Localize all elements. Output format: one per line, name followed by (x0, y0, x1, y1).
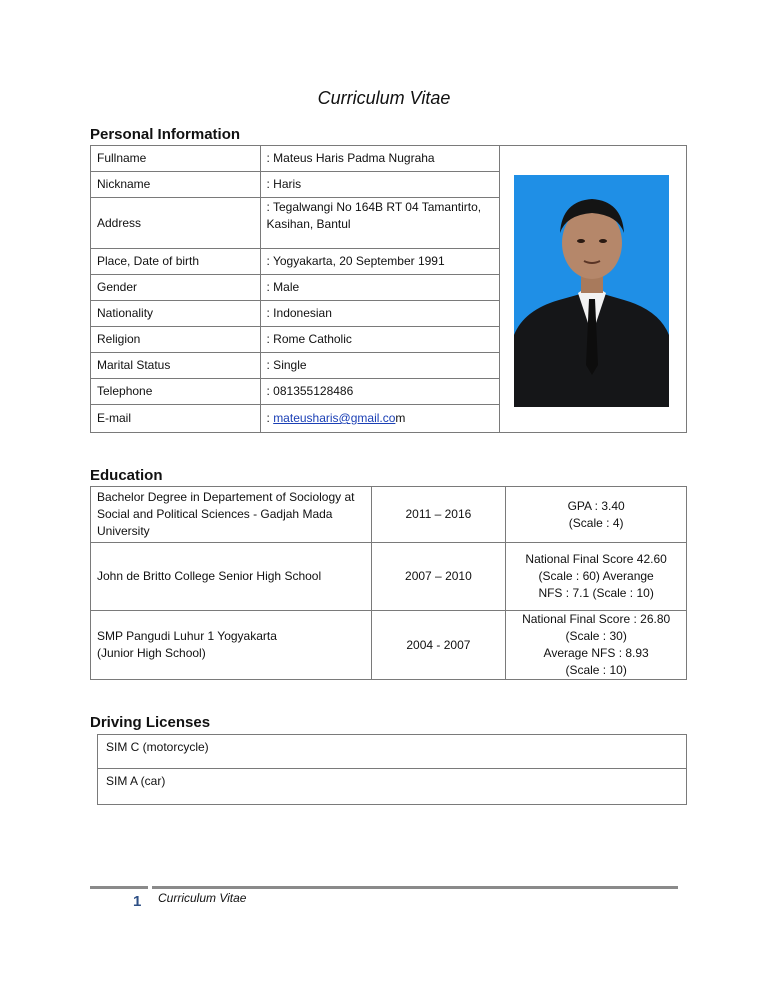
religion-value: : Rome Catholic (260, 327, 500, 353)
address-value: : Tegalwangi No 164B RT 04 Tamantirto, Kasihan, Bantul (260, 198, 500, 249)
score-line: National Final Score : 26.80 (522, 612, 671, 626)
score-line: National Final Score 42.60 (525, 552, 667, 566)
table-row (98, 769, 687, 805)
school-years: 2011 – 2016 (371, 487, 506, 543)
school-name: John de Britto College Senior High School (91, 543, 372, 611)
licenses-table (97, 734, 687, 805)
score-line: Average NFS : 8.93 (543, 646, 649, 660)
portrait-illustration (514, 175, 669, 407)
marital-status-value: : Single (260, 353, 500, 379)
birth-label: Place, Date of birth (91, 249, 261, 275)
footer-title: Curriculum Vitae (158, 891, 247, 905)
gender-value: : Male (260, 275, 500, 301)
table-row (91, 487, 687, 543)
page-number: 1 (133, 893, 142, 910)
fullname-value: : Mateus Haris Padma Nugraha (260, 146, 500, 172)
nickname-label: Nickname (91, 172, 261, 198)
email-suffix: m (395, 411, 406, 425)
personal-info-table (90, 145, 687, 433)
education-heading: Education (90, 467, 163, 484)
school-name: Bachelor Degree in Departement of Sociology at Social and Political Sciences - Gadjah Mada University (91, 487, 372, 543)
nationality-value: : Indonesian (260, 301, 500, 327)
email-value (260, 405, 500, 433)
email-link[interactable]: mateusharis@gmail.co (273, 411, 396, 425)
license-item: SIM C (motorcycle) (98, 735, 687, 769)
address-label: Address (91, 198, 261, 249)
footer-divider-left (90, 886, 148, 889)
score-line: NFS : 7.1 (Scale : 10) (538, 586, 654, 600)
fullname-label: Fullname (91, 146, 261, 172)
score-line: (Scale : 10) (565, 663, 627, 677)
school-line: (Junior High School) (97, 646, 206, 660)
marital-status-label: Marital Status (91, 353, 261, 379)
score-line: GPA : 3.40 (567, 498, 625, 513)
table-row (91, 611, 687, 680)
school-score (506, 543, 687, 611)
education-table (90, 486, 687, 680)
school-score (506, 487, 687, 543)
nickname-value: : Haris (260, 172, 500, 198)
telephone-label: Telephone (91, 379, 261, 405)
email-label: E-mail (91, 405, 261, 433)
birth-value: : Yogyakarta, 20 September 1991 (260, 249, 500, 275)
email-prefix: : (266, 411, 274, 425)
score-line: (Scale : 30) (565, 629, 627, 643)
driving-licenses-heading: Driving Licenses (90, 714, 211, 731)
telephone-value: : 081355128486 (260, 379, 500, 405)
profile-photo (514, 175, 669, 407)
table-row (98, 735, 687, 769)
score-line: (Scale : 4) (568, 515, 624, 530)
gender-label: Gender (91, 275, 261, 301)
nationality-label: Nationality (91, 301, 261, 327)
photo-cell (500, 146, 687, 433)
score-line: (Scale : 60) Averange (538, 569, 654, 583)
school-years: 2007 – 2010 (371, 543, 506, 611)
school-years: 2004 - 2007 (371, 611, 506, 680)
school-name (91, 611, 372, 680)
school-score (506, 611, 687, 680)
document-title: Curriculum Vitae (317, 88, 451, 108)
school-line: SMP Pangudi Luhur 1 Yogyakarta (97, 629, 277, 643)
license-item: SIM A (car) (98, 769, 687, 805)
religion-label: Religion (91, 327, 261, 353)
table-row (91, 146, 687, 172)
footer-divider-right (152, 886, 678, 889)
table-row (91, 543, 687, 611)
personal-info-heading: Personal Information (90, 126, 241, 143)
